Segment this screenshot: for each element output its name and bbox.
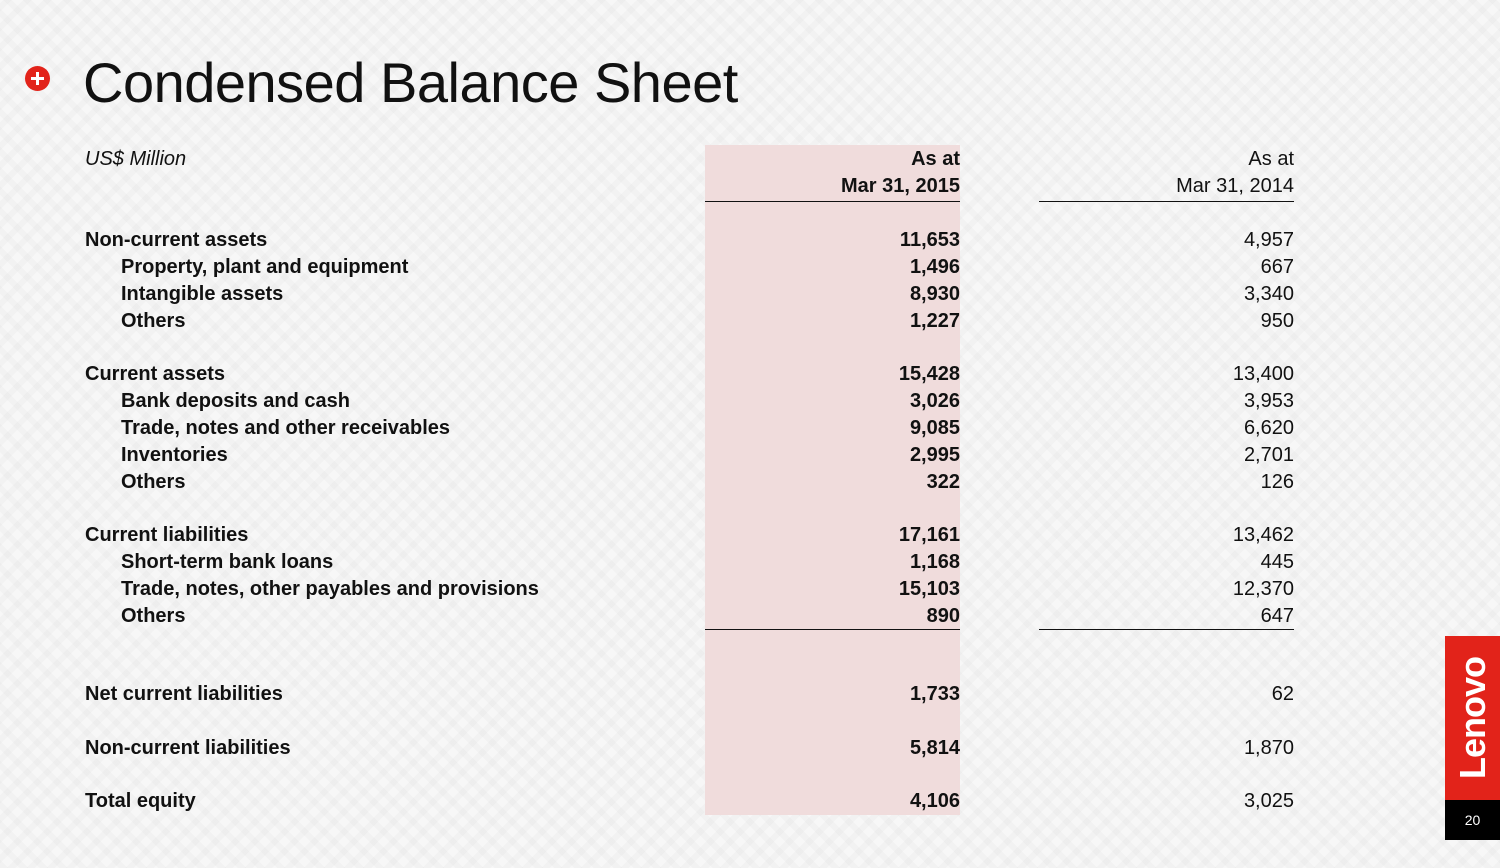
row-label: Others — [121, 310, 186, 332]
value-2014: 13,400 — [1232, 363, 1294, 385]
column-header-2015-line2: Mar 31, 2015 — [841, 175, 960, 197]
value-2014: 13,462 — [1232, 524, 1294, 546]
table-row — [0, 388, 1500, 415]
table-row — [0, 735, 1500, 762]
row-label: Others — [121, 605, 186, 627]
row-label: Total equity — [85, 790, 196, 812]
value-2015: 2,995 — [909, 444, 960, 466]
value-2015: 322 — [926, 471, 960, 493]
value-2014: 1,870 — [1243, 737, 1294, 759]
row-label: Others — [121, 471, 186, 493]
column-header-2015-line1: As at — [911, 148, 960, 170]
value-2015: 5,814 — [909, 737, 960, 759]
value-2015: 1,733 — [909, 683, 960, 705]
value-2014: 445 — [1260, 551, 1294, 573]
row-label: Trade, notes and other receivables — [121, 417, 451, 439]
table-row — [0, 442, 1500, 469]
row-label: Intangible assets — [121, 283, 284, 305]
table-row — [0, 549, 1500, 576]
column-header-2014-line2: Mar 31, 2014 — [1176, 175, 1294, 197]
value-2015: 3,026 — [909, 390, 960, 412]
column-header-2014-line1: As at — [1248, 148, 1294, 170]
value-2015: 15,103 — [898, 578, 960, 600]
table-row — [0, 603, 1500, 630]
row-label: Non-current liabilities — [85, 737, 291, 759]
value-2015: 1,168 — [909, 551, 960, 573]
row-label: Property, plant and equipment — [121, 256, 409, 278]
table-row — [0, 227, 1500, 254]
row-label: Bank deposits and cash — [121, 390, 350, 412]
table-row — [0, 361, 1500, 388]
bullet-plus-icon — [25, 66, 50, 91]
table-row — [0, 308, 1500, 335]
value-2015: 1,496 — [909, 256, 960, 278]
value-2014: 126 — [1260, 471, 1294, 493]
value-2014: 3,953 — [1243, 390, 1294, 412]
row-label: Trade, notes, other payables and provisions — [121, 578, 539, 600]
value-2014: 3,025 — [1243, 790, 1294, 812]
page-title: Condensed Balance Sheet — [83, 51, 738, 114]
value-2014: 4,957 — [1243, 229, 1294, 251]
row-label: Current assets — [85, 363, 226, 385]
value-2015: 1,227 — [909, 310, 960, 332]
lenovo-logo — [1445, 636, 1500, 800]
table-row — [0, 415, 1500, 442]
value-2014: 12,370 — [1232, 578, 1294, 600]
value-2014: 647 — [1039, 603, 1294, 630]
value-2015: 9,085 — [909, 417, 960, 439]
value-2014: 6,620 — [1243, 417, 1294, 439]
table-row — [0, 469, 1500, 496]
value-2014: 62 — [1271, 683, 1294, 705]
row-label: Short-term bank loans — [121, 551, 334, 573]
units-label: US$ Million — [85, 148, 187, 170]
value-2014: 2,701 — [1243, 444, 1294, 466]
lenovo-logo-text: Lenovo — [1451, 656, 1493, 780]
value-2015: 8,930 — [909, 283, 960, 305]
value-2014: 3,340 — [1243, 283, 1294, 305]
row-label: Inventories — [121, 444, 228, 466]
table-row — [0, 254, 1500, 281]
value-2015: 4,106 — [909, 790, 960, 812]
value-2015: 15,428 — [898, 363, 960, 385]
row-label: Current liabilities — [85, 524, 249, 546]
table-row — [0, 681, 1500, 708]
table-row — [0, 281, 1500, 308]
value-2015: 17,161 — [898, 524, 960, 546]
table-row — [0, 576, 1500, 603]
value-2014: 667 — [1260, 256, 1294, 278]
value-2014: 950 — [1260, 310, 1294, 332]
row-label: Net current liabilities — [85, 683, 283, 705]
value-2015: 890 — [705, 603, 960, 630]
value-2015: 11,653 — [899, 229, 960, 251]
table-row — [0, 788, 1500, 815]
column-header-2014 — [1039, 146, 1294, 202]
row-label: Non-current assets — [85, 229, 268, 251]
column-header-2015 — [705, 146, 960, 202]
page-number: 20 — [1445, 800, 1500, 840]
table-row — [0, 522, 1500, 549]
